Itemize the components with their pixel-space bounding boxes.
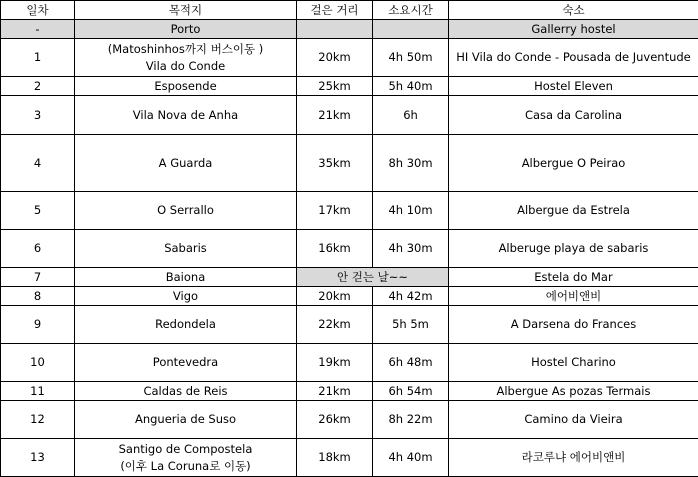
header-row (1, 1, 698, 20)
table-row (1, 39, 698, 77)
duration-cell: 6h 48m (373, 344, 449, 382)
table-row (1, 135, 698, 192)
destination-cell: O Serrallo (75, 192, 297, 230)
duration-cell: 4h 10m (373, 192, 449, 230)
accommodation-cell: A Darsena do Frances (449, 306, 698, 344)
accommodation-cell: Hostel Charino (449, 344, 698, 382)
table-row (1, 192, 698, 230)
day-cell: 2 (1, 77, 75, 96)
duration-cell: 5h 40m (373, 77, 449, 96)
destination-cell (75, 39, 297, 77)
table-row (1, 401, 698, 439)
accommodation-cell: Alberuge playa de sabaris (449, 230, 698, 268)
duration-cell: 4h 42m (373, 287, 449, 306)
day-cell: 11 (1, 382, 75, 401)
table-row (1, 382, 698, 401)
day-cell: 12 (1, 401, 75, 439)
table-row (1, 287, 698, 306)
distance-cell: 21km (297, 382, 373, 401)
accommodation-cell: Casa da Carolina (449, 96, 698, 135)
duration-cell (373, 20, 449, 39)
header-distance: 걸은 거리 (297, 1, 373, 20)
duration-cell: 6h (373, 96, 449, 135)
day-cell: 8 (1, 287, 75, 306)
distance-cell: 18km (297, 439, 373, 477)
distance-cell: 25km (297, 77, 373, 96)
duration-cell: 8h 22m (373, 401, 449, 439)
accommodation-cell: Albergue As pozas Termais (449, 382, 698, 401)
accommodation-cell: Gallerry hostel (449, 20, 698, 39)
destination-cell: Esposende (75, 77, 297, 96)
destination-cell (75, 439, 297, 477)
distance-cell: 17km (297, 192, 373, 230)
rest-day-note: 안 걷는 날~~ (297, 268, 449, 287)
destination-cell: A Guarda (75, 135, 297, 192)
destination-cell: Vigo (75, 287, 297, 306)
header-day: 일차 (1, 1, 75, 20)
distance-cell: 21km (297, 96, 373, 135)
day-cell: 3 (1, 96, 75, 135)
day-cell: 4 (1, 135, 75, 192)
distance-cell: 16km (297, 230, 373, 268)
table-row (1, 439, 698, 477)
destination-cell: Redondela (75, 306, 297, 344)
distance-cell: 20km (297, 287, 373, 306)
table-row (1, 96, 698, 135)
day-cell: 5 (1, 192, 75, 230)
day-cell: - (1, 20, 75, 39)
destination-cell: Baiona (75, 268, 297, 287)
table-row (1, 230, 698, 268)
accommodation-cell: Camino da Vieira (449, 401, 698, 439)
day-cell: 6 (1, 230, 75, 268)
accommodation-cell: 라코루냐 에어비앤비 (449, 439, 698, 477)
accommodation-cell: Hostel Eleven (449, 77, 698, 96)
day-cell: 9 (1, 306, 75, 344)
distance-cell (297, 20, 373, 39)
duration-cell: 4h 50m (373, 39, 449, 77)
duration-cell: 4h 30m (373, 230, 449, 268)
destination-note: (Matoshinhos까지 버스이동 ) (77, 41, 294, 58)
table-row (1, 268, 698, 287)
destination-name: Vila do Conde (77, 58, 294, 75)
table-row (1, 344, 698, 382)
destination-note: (이후 La Coruna로 이동) (77, 458, 294, 475)
duration-cell: 6h 54m (373, 382, 449, 401)
accommodation-cell: Albergue O Peirao (449, 135, 698, 192)
header-duration: 소요시간 (373, 1, 449, 20)
distance-cell: 19km (297, 344, 373, 382)
day-cell: 1 (1, 39, 75, 77)
accommodation-cell: Estela do Mar (449, 268, 698, 287)
distance-cell: 20km (297, 39, 373, 77)
destination-cell: Caldas de Reis (75, 382, 297, 401)
distance-cell: 26km (297, 401, 373, 439)
header-destination: 목적지 (75, 1, 297, 20)
day-cell: 10 (1, 344, 75, 382)
accommodation-cell: 에어비앤비 (449, 287, 698, 306)
day-cell: 7 (1, 268, 75, 287)
destination-cell: Vila Nova de Anha (75, 96, 297, 135)
header-accommodation: 숙소 (449, 1, 698, 20)
distance-cell: 35km (297, 135, 373, 192)
table-row (1, 20, 698, 39)
destination-cell: Porto (75, 20, 297, 39)
destination-cell: Pontevedra (75, 344, 297, 382)
duration-cell: 5h 5m (373, 306, 449, 344)
table-row (1, 77, 698, 96)
destination-name: Santigo de Compostela (77, 441, 294, 458)
destination-cell: Sabaris (75, 230, 297, 268)
destination-cell: Angueria de Suso (75, 401, 297, 439)
distance-cell: 22km (297, 306, 373, 344)
day-cell: 13 (1, 439, 75, 477)
accommodation-cell: Albergue da Estrela (449, 192, 698, 230)
accommodation-cell: HI Vila do Conde - Pousada de Juventude (449, 39, 698, 77)
duration-cell: 8h 30m (373, 135, 449, 192)
table-row (1, 306, 698, 344)
duration-cell: 4h 40m (373, 439, 449, 477)
